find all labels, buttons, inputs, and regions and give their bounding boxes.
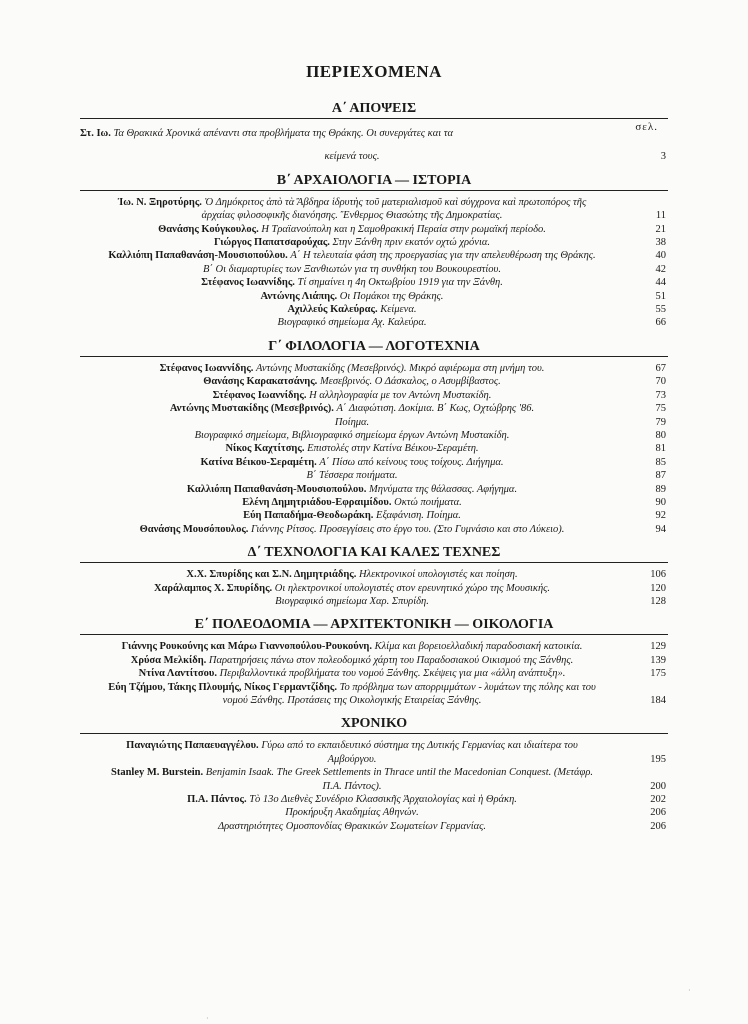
entry-title: Α΄ Η τελευταία φάση της προεργασίας για την απελευθέρωση της Θράκης. [290, 250, 596, 262]
entry-title: Βιογραφικό σημείωμα Αχ. Καλεύρα. [277, 317, 427, 329]
section-heading: Α΄ ΑΠΟΨΕΙΣ [80, 100, 668, 119]
toc-entry [80, 389, 668, 402]
toc-entry [80, 820, 668, 833]
section-heading: Β΄ ΑΡΧΑΙΟΛΟΓΙΑ — ΙΣΤΟΡΙΑ [80, 172, 668, 191]
entry-text [80, 509, 634, 522]
entry-text [80, 595, 634, 608]
entry-page-number: 206 [650, 820, 666, 832]
entry-text [80, 496, 634, 509]
entry-page-number: 75 [655, 403, 666, 415]
entry-title: Τα Θρακικά Χρονικά απέναντι στα προβλήματα της Θράκης. Οι συνεργάτες και τα [113, 128, 454, 139]
entry-page-number: 51 [655, 290, 666, 302]
toc-entry [80, 276, 668, 289]
entry-page-number: 3 [660, 151, 666, 163]
entry-text [80, 375, 634, 388]
toc-entry [80, 236, 668, 249]
toc-entry [80, 416, 668, 429]
entry-title: Δραστηριότητες Ομοσπονδίας Θρακικών Σωματείων Γερμανίας. [217, 820, 487, 832]
toc-entry [80, 303, 668, 316]
toc-section [80, 100, 668, 164]
toc-entry [80, 196, 668, 223]
entry-page-number: 89 [655, 483, 666, 495]
entry-author: Καλλιόπη Παπαθανάση-Μουσιοπούλου. [186, 483, 367, 495]
entry-page-number: 73 [655, 389, 666, 401]
toc-entry [80, 456, 668, 469]
entry-text [80, 263, 634, 276]
entry-author: Κατίνα Βέικου-Σεραμέτη. [200, 456, 317, 468]
entry-text [80, 739, 634, 766]
entry-title: Οι Πομάκοι της Θράκης. [339, 290, 444, 302]
entry-author: Stanley M. Burstein. [110, 767, 204, 779]
entry-page-number: 129 [650, 641, 666, 653]
entry-text [80, 766, 634, 793]
toc-section [80, 616, 668, 707]
contents-page [80, 62, 668, 833]
entry-text [80, 667, 634, 680]
toc-entry [80, 442, 668, 455]
toc-entry [80, 523, 668, 536]
toc-entry [80, 263, 668, 276]
entry-title: Ποίημα. [334, 416, 370, 428]
entry-page-number: 195 [650, 753, 666, 765]
entry-page-number: 206 [650, 807, 666, 819]
section-heading: Δ΄ ΤΕΧΝΟΛΟΓΙΑ ΚΑΙ ΚΑΛΕΣ ΤΕΧΝΕΣ [80, 544, 668, 563]
toc-entry [80, 483, 668, 496]
toc-entry [80, 806, 668, 819]
entry-author: Αντώνης Λιάπης. [260, 290, 338, 302]
entry-page-number: 55 [655, 304, 666, 316]
entry-page-number: 94 [655, 523, 666, 535]
toc-entry [80, 496, 668, 509]
toc-section [80, 715, 668, 833]
entry-page-number: 66 [655, 317, 666, 329]
toc-entry [80, 681, 668, 708]
entry-text [80, 316, 634, 329]
scan-speck: · [206, 1014, 209, 1023]
entry-title: Γιάννης Ρίτσος. Προσεγγίσεις στο έργο του. (Στο Γυμνάσιο και στο Λύκειο). [251, 523, 565, 535]
page-column-label: σελ. [635, 121, 658, 133]
entry-page-number: 200 [650, 780, 666, 792]
entry-page-number: 87 [655, 470, 666, 482]
section-heading: Ε΄ ΠΟΛΕΟΔΟΜΙΑ — ΑΡΧΙΤΕΚΤΟΝΙΚΗ — ΟΙΚΟΛΟΓΙΑ [80, 616, 668, 635]
entry-text [80, 223, 634, 236]
toc-entry [80, 362, 668, 375]
entry-author: Αχιλλεύς Καλεύρας. [287, 304, 378, 316]
entry-author: Θανάσης Μουσόπουλος. [139, 523, 249, 535]
toc-entry [80, 793, 668, 806]
entry-page-number: 90 [655, 496, 666, 508]
toc-entry [80, 316, 668, 329]
entry-author: Θανάσης Καρακατσάνης. [203, 376, 318, 388]
toc-entry [80, 739, 668, 766]
entry-page-number: 42 [655, 263, 666, 275]
toc-entry [80, 469, 668, 482]
entry-title: Το πρόβλημα των απορριμμάτων - λυμάτων της πόλης και του νομού Ξάνθης. Προτάσεις της Οικολογικής Εταιρείας Ξάνθης. [222, 681, 596, 706]
entry-page-number: 128 [650, 595, 666, 607]
entry-title: Ὁ Δημόκριτος ἀπὸ τὰ Ἄβδηρα ἱδρυτὴς τοῦ ματεριαλισμοῦ καὶ σύγχρονα καὶ πρωτοπόρος τῆς ἀρχαίας φιλοσοφικῆς διανόησης. Ἔνθερμος Θιασώτης τῆς Δημοκρατίας. [201, 196, 587, 222]
entry-author: Γιάννης Ρουκούνης και Μάρω Γιαννοπούλου-Ρουκούνη. [121, 641, 372, 653]
scan-speck: · [688, 986, 691, 995]
entry-title: Περιβαλλοντικά προβλήματα του νομού Ξάνθης. Σκέψεις για μια «άλλη ανάπτυξη». [219, 668, 566, 680]
toc-entry [80, 582, 668, 595]
toc-entry [80, 766, 668, 793]
entry-page-number: 11 [655, 210, 666, 222]
entry-title: Κείμενα. [380, 304, 417, 316]
entry-title: Προκήρυξη Ακαδημίας Αθηνών. [285, 807, 419, 819]
entry-page-number: 120 [650, 582, 666, 594]
entry-text [80, 402, 634, 415]
entry-author: Νίκος Καχτίτσης. [225, 443, 305, 455]
entry-title: Μεσεβρινός. Ο Δάσκαλος, ο Ασυμβίβαστος. [319, 376, 501, 388]
toc-entry [80, 290, 668, 303]
entry-title: Η αλληλογραφία με τον Αντώνη Μυστακίδη. [309, 389, 492, 401]
entry-author: Χαράλαμπος Χ. Σπυρίδης. [153, 582, 273, 594]
entry-title: Εξαφάνιση. Ποίημα. [376, 510, 461, 522]
section-heading: Γ΄ ΦΙΛΟΛΟΓΙΑ — ΛΟΓΟΤΕΧΝΙΑ [80, 338, 668, 357]
entry-author: Εύη Τζήμου, Τάκης Πλουμής, Νίκος Γερμαντζίδης. [108, 681, 337, 693]
entry-title: Μηνύματα της θάλασσας. Αφήγημα. [369, 483, 518, 495]
entry-text [80, 290, 634, 303]
entry-author: Χρύσα Μελκίδη. [130, 654, 207, 666]
toc-entry [80, 568, 668, 581]
entry-text [80, 654, 634, 667]
entry-author: Χ.Χ. Σπυρίδης και Σ.Ν. Δημητριάδης. [186, 569, 357, 581]
entry-text [80, 456, 634, 469]
entry-author: Ντίνα Λαντίτσου. [138, 668, 217, 680]
entry-page-number: 44 [655, 277, 666, 289]
entry-author: Στέφανος Ιωαννίδης. [201, 277, 295, 289]
toc-entry [80, 595, 668, 608]
toc-entry [80, 429, 668, 442]
entry-page-number: 92 [655, 510, 666, 522]
entry-title: Τί σημαίνει η 4η Οκτωβρίου 1919 για την Ξάνθη. [297, 277, 503, 289]
entry-text [80, 820, 634, 833]
entry-page-number: 175 [650, 668, 666, 680]
entry-text [80, 196, 634, 223]
entry-text [80, 150, 634, 163]
entry-text [80, 523, 634, 536]
toc-entry [80, 667, 668, 680]
page-title: ΠΕΡΙΕΧΟΜΕΝΑ [306, 62, 442, 81]
entry-title: Τὸ 13ο Διεθνὲς Συνέδριο Κλασσικῆς Ἀρχαιολογίας καὶ ἡ Θράκη. [249, 794, 517, 806]
entry-text [80, 469, 634, 482]
entry-page-number: 106 [650, 569, 666, 581]
entry-text [80, 276, 634, 289]
entry-text [80, 429, 634, 442]
entry-author: Εύη Παπαδήμα-Θεοδωράκη. [243, 510, 374, 522]
entry-text [80, 416, 634, 429]
entry-title: Αντώνης Μυστακίδης (Μεσεβρινός). Μικρό αφιέρωμα στη μνήμη του. [256, 362, 545, 374]
entry-author: Αντώνης Μυστακίδης (Μεσεβρινός). [169, 403, 334, 415]
entry-title: Οκτώ ποιήματα. [394, 496, 462, 508]
entry-author: Ἰω. Ν. Ξηροτύρης. [117, 196, 202, 208]
entry-title: Α΄ Διαφώτιση. Δοκίμια. Β΄ Κως, Οχτώβρης '86. [336, 403, 535, 415]
entry-page-number: 80 [655, 429, 666, 441]
entry-title: Ηλεκτρονικοί υπολογιστές και ποίηση. [358, 569, 518, 581]
entry-title: Στην Ξάνθη πριν εκατόν οχτώ χρόνια. [332, 237, 491, 249]
entry-author: Γιώργος Παπατσαρούχας. [213, 237, 330, 249]
toc-entry [80, 654, 668, 667]
entry-author: Θανάσης Κούγκουλος. [158, 223, 259, 235]
section-heading: ΧΡΟΝΙΚΟ [80, 715, 668, 734]
entry-title: Γύρω από το εκπαιδευτικό σύστημα της Δυτικής Γερμανίας και ιδιαίτερα του Αμβούργου. [261, 740, 578, 765]
entry-text [80, 582, 634, 595]
entry-page-number: 70 [655, 376, 666, 388]
entry-text [80, 681, 634, 708]
entry-page-number: 79 [655, 416, 666, 428]
entry-page-number: 81 [655, 443, 666, 455]
entry-text [80, 442, 634, 455]
entry-author: Στ. Ιω. [80, 128, 111, 139]
entry-text [80, 389, 634, 402]
toc-entry [80, 127, 668, 140]
toc-entry [80, 223, 668, 236]
entry-author: Καλλιόπη Παπαθανάση-Μουσιοπούλου. [108, 250, 288, 262]
entry-page-number: 139 [650, 654, 666, 666]
toc-entry [80, 375, 668, 388]
toc-section [80, 544, 668, 608]
entry-text [80, 806, 634, 819]
entry-title: κείμενά τους. [324, 151, 380, 163]
entry-text [80, 568, 634, 581]
entry-title: Παρατηρήσεις πάνω στον πολεοδομικό χάρτη του Παραδοσιακού Οικισμού της Ξάνθης. [208, 654, 574, 666]
entry-text [80, 362, 634, 375]
entry-title: Β΄ Οι διαμαρτυρίες των Ξανθιωτών για τη συνθήκη του Βουκουρεστίου. [203, 263, 501, 275]
entry-page-number: 67 [655, 362, 666, 374]
toc-entry [80, 249, 668, 262]
toc-entry [80, 509, 668, 522]
entry-page-number: 40 [655, 250, 666, 262]
entry-page-number: 38 [655, 237, 666, 249]
entry-title: Οι ηλεκτρονικοί υπολογιστές στον ερευνητικό χώρο της Μουσικής. [274, 582, 551, 594]
sections-container [80, 100, 668, 833]
entry-author: Ελένη Δημητριάδου-Εφραιμίδου. [242, 496, 392, 508]
toc-entry [80, 402, 668, 415]
toc-section [80, 338, 668, 536]
entry-title: Η Τραϊανούπολη και η Σαμοθρακική Περαία στην ρωμαϊκή περίοδο. [261, 223, 546, 235]
entry-page-number: 21 [655, 223, 666, 235]
entry-title: Α΄ Πίσω από κείνους τους τοίχους. Διήγημα. [319, 456, 504, 468]
entry-text [80, 793, 634, 806]
toc-entry [80, 640, 668, 653]
entry-author: Παναγιώτης Παπαευαγγέλου. [126, 740, 259, 752]
entry-page-number: 184 [650, 695, 666, 706]
entry-title: Επιστολές στην Κατίνα Βέικου-Σεραμέτη. [307, 443, 479, 455]
entry-title: Benjamin Isaak. The Greek Settlements in Thrace until the Macedonian Conquest. (Μετάφρ. Π.Α. Πάντος). [205, 767, 593, 792]
entry-text [80, 236, 634, 249]
toc-entry [80, 150, 668, 163]
entry-text [80, 303, 634, 316]
entry-author: Στέφανος Ιωαννίδης. [159, 362, 254, 374]
entry-text [80, 249, 634, 262]
entry-title: Β΄ Τέσσερα ποιήματα. [306, 470, 398, 482]
entry-title: Κλίμα και βορειοελλαδική παραδοσιακή κατοικία. [374, 641, 583, 653]
toc-section [80, 172, 668, 330]
entry-page-number: 85 [655, 456, 666, 468]
entry-text [80, 640, 634, 653]
entry-text [80, 483, 634, 496]
entry-title: Βιογραφικό σημείωμα Χαρ. Σπυρίδη. [275, 595, 429, 607]
entry-author: Στέφανος Ιωαννίδης. [212, 389, 307, 401]
entry-page-number: 202 [650, 794, 666, 806]
entry-text [80, 127, 634, 140]
entry-title: Βιογραφικό σημείωμα, Βιβλιογραφικό σημείωμα έργων Αντώνη Μυστακίδη. [194, 429, 510, 441]
entry-author: Π.Α. Πάντος. [187, 794, 247, 806]
